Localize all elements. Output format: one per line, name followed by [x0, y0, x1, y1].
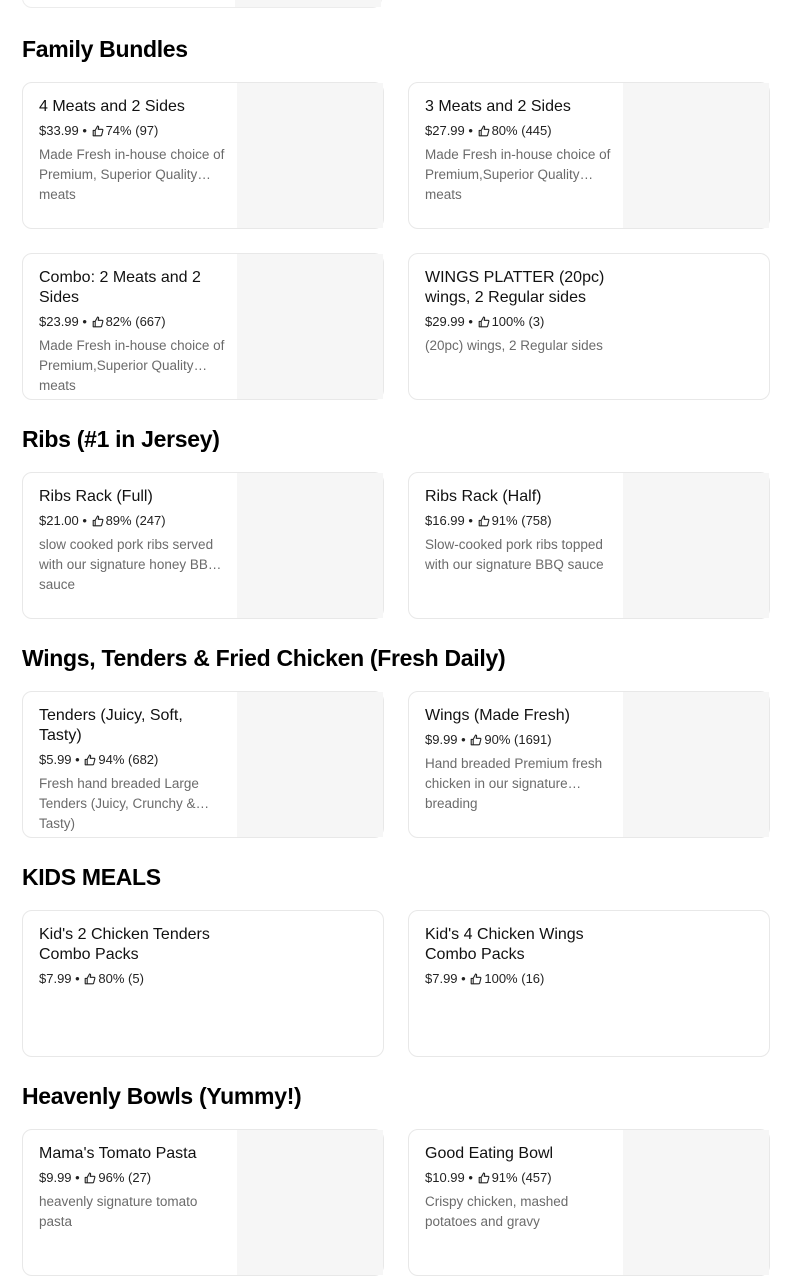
meta-separator: • [75, 1170, 80, 1185]
menu-item-name: Ribs Rack (Half) [425, 488, 542, 505]
menu-item-card[interactable] [22, 691, 384, 838]
menu-item-rating: 82% [105, 314, 132, 329]
meta-separator: • [75, 971, 80, 986]
section-title-family-bundles: Family Bundles [22, 36, 188, 62]
menu-item-image [623, 692, 769, 837]
thumbs-up-icon [478, 316, 490, 328]
menu-item-meta [39, 751, 229, 769]
menu-item-price: $29.99 [425, 314, 465, 329]
menu-item-description: (20pc) wings, 2 Regular sides [425, 338, 603, 353]
menu-item-name: Kid's 2 Chicken Tenders Combo Packs [39, 926, 210, 963]
menu-item-image [237, 473, 383, 618]
menu-item-name: 3 Meats and 2 Sides [425, 98, 571, 115]
menu-item-name: 4 Meats and 2 Sides [39, 98, 185, 115]
menu-item-card[interactable] [22, 253, 384, 400]
menu-item-description: Made Fresh in-house choice of Premium,Superior Quality meats [39, 338, 225, 393]
menu-item-description: Made Fresh in-house choice of Premium,Superior Quality meats [425, 147, 611, 202]
menu-item-image [623, 83, 769, 228]
meta-separator: • [82, 123, 87, 138]
menu-item-meta [425, 313, 615, 331]
menu-item-price: $7.99 [39, 971, 72, 986]
menu-item-meta [425, 731, 615, 749]
menu-item-meta [39, 970, 229, 988]
menu-item-rating: 96% [98, 1170, 125, 1185]
menu-item-meta [425, 970, 615, 988]
menu-item-card[interactable] [408, 472, 770, 619]
menu-item-card[interactable] [22, 910, 384, 1057]
menu-item-price: $9.99 [39, 1170, 72, 1185]
menu-item-name: WINGS PLATTER (20pc) wings, 2 Regular sides [425, 269, 605, 306]
menu-item-rating-count: (682) [128, 752, 159, 767]
menu-item-meta [39, 1169, 229, 1187]
meta-separator: • [468, 513, 473, 528]
menu-item-price: $7.99 [425, 971, 458, 986]
menu-item-price: $9.99 [425, 732, 458, 747]
menu-item-rating: 91% [491, 513, 518, 528]
menu-item-meta [39, 512, 229, 530]
menu-item-description: Made Fresh in-house choice of Premium, Superior Quality meats [39, 147, 225, 202]
menu-item-card-partial[interactable] [22, 0, 382, 8]
menu-item-rating: 100% [491, 314, 525, 329]
thumbs-up-icon [84, 973, 96, 985]
menu-item-rating: 90% [484, 732, 511, 747]
menu-item-rating: 80% [491, 123, 518, 138]
section-title-kids-meals: KIDS MEALS [22, 864, 161, 890]
thumbs-up-icon [92, 316, 104, 328]
thumbs-up-icon [84, 754, 96, 766]
menu-item-name: Combo: 2 Meats and 2 Sides [39, 269, 201, 306]
thumbs-up-icon [478, 515, 490, 527]
menu-item-description: Crispy chicken, mashed potatoes and gravy [425, 1194, 569, 1229]
menu-item-image [237, 1130, 383, 1275]
menu-item-image [237, 83, 383, 228]
menu-item-image [623, 473, 769, 618]
menu-item-image [623, 1130, 769, 1275]
menu-item-rating-count: (3) [528, 314, 545, 329]
menu-item-description: slow cooked pork ribs served with our signature honey BBQ sauce [39, 537, 219, 592]
menu-item-name: Wings (Made Fresh) [425, 707, 570, 724]
menu-item-card[interactable] [408, 1129, 770, 1276]
menu-item-meta [425, 512, 615, 530]
thumbs-up-icon [92, 515, 104, 527]
menu-item-name: Mama's Tomato Pasta [39, 1145, 197, 1162]
menu-item-card[interactable] [408, 82, 770, 229]
menu-item-rating: 80% [98, 971, 125, 986]
menu-item-image [235, 0, 381, 7]
thumbs-up-icon [478, 1172, 490, 1184]
section-title-ribs: Ribs (#1 in Jersey) [22, 426, 220, 452]
meta-separator: • [468, 314, 473, 329]
menu-item-price: $10.99 [425, 1170, 465, 1185]
menu-item-meta [425, 1169, 615, 1187]
meta-separator: • [468, 123, 473, 138]
meta-separator: • [75, 752, 80, 767]
menu-item-description: Slow-cooked pork ribs topped with our signature BBQ sauce [425, 537, 604, 572]
menu-item-price: $27.99 [425, 123, 465, 138]
menu-item-card[interactable] [408, 691, 770, 838]
menu-item-rating-count: (97) [135, 123, 159, 138]
menu-item-image [237, 254, 383, 399]
menu-item-card[interactable] [408, 910, 770, 1057]
thumbs-up-icon [92, 125, 104, 137]
menu-item-meta [39, 122, 229, 140]
menu-item-rating-count: (247) [135, 513, 166, 528]
meta-separator: • [461, 971, 466, 986]
menu-item-rating: 74% [105, 123, 132, 138]
menu-item-rating: 89% [105, 513, 132, 528]
menu-item-rating-count: (758) [521, 513, 552, 528]
menu-item-image [237, 692, 383, 837]
menu-item-rating-count: (16) [521, 971, 545, 986]
menu-item-price: $23.99 [39, 314, 79, 329]
meta-separator: • [468, 1170, 473, 1185]
menu-item-rating: 100% [484, 971, 518, 986]
menu-item-card[interactable] [22, 472, 384, 619]
thumbs-up-icon [84, 1172, 96, 1184]
menu-item-price: $16.99 [425, 513, 465, 528]
menu-item-price: $5.99 [39, 752, 72, 767]
menu-item-description: heavenly signature tomato pasta [39, 1194, 198, 1229]
menu-item-meta [39, 313, 229, 331]
section-title-heavenly-bowls: Heavenly Bowls (Yummy!) [22, 1083, 302, 1109]
menu-item-name: Tenders (Juicy, Soft, Tasty) [39, 707, 183, 744]
menu-item-rating-count: (667) [135, 314, 166, 329]
section-title-wings-tenders: Wings, Tenders & Fried Chicken (Fresh Daily) [22, 645, 506, 671]
menu-item-card[interactable] [22, 82, 384, 229]
menu-item-name: Kid's 4 Chicken Wings Combo Packs [425, 926, 584, 963]
menu-item-rating-count: (445) [521, 123, 552, 138]
menu-item-meta [425, 122, 615, 140]
menu-item-card[interactable] [22, 1129, 384, 1276]
menu-item-rating-count: (5) [128, 971, 144, 986]
menu-item-description: Hand breaded Premium fresh chicken in our signature breading [425, 756, 603, 811]
meta-separator: • [82, 513, 87, 528]
menu-item-name: Ribs Rack (Full) [39, 488, 153, 505]
menu-item-rating: 91% [491, 1170, 518, 1185]
menu-item-rating-count: (1691) [514, 732, 552, 747]
thumbs-up-icon [470, 973, 482, 985]
menu-item-price: $33.99 [39, 123, 79, 138]
menu-item-description: Fresh hand breaded Large Tenders (Juicy, Crunchy & Tasty) [39, 776, 199, 831]
menu-item-rating: 94% [98, 752, 125, 767]
menu-item-price: $21.00 [39, 513, 79, 528]
meta-separator: • [82, 314, 87, 329]
menu-item-name: Good Eating Bowl [425, 1145, 554, 1162]
thumbs-up-icon [478, 125, 490, 137]
thumbs-up-icon [470, 734, 482, 746]
meta-separator: • [461, 732, 466, 747]
menu-item-card[interactable] [408, 253, 770, 400]
menu-item-rating-count: (457) [521, 1170, 552, 1185]
menu-item-rating-count: (27) [128, 1170, 152, 1185]
